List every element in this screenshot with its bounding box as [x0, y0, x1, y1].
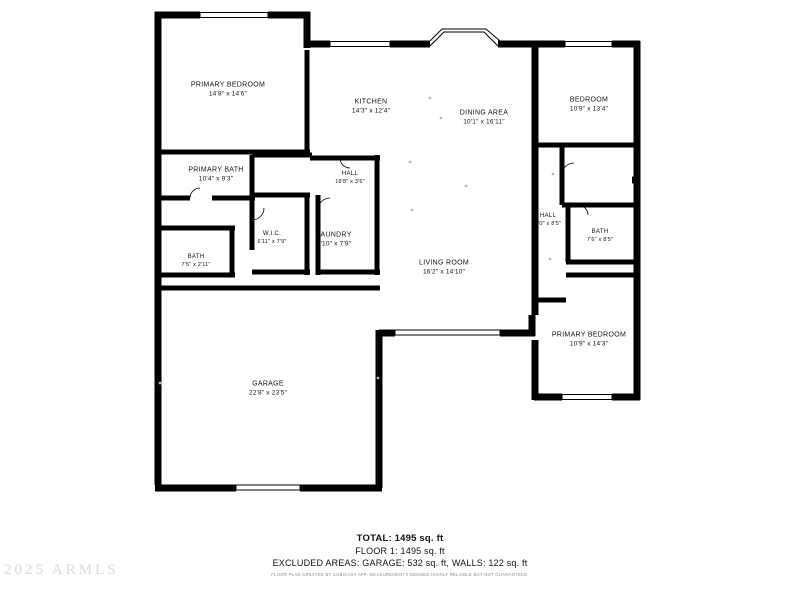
room-dimensions: 22'8" x 23'5"	[248, 389, 288, 397]
room-dimensions: 10'9" x 14'3"	[569, 340, 609, 348]
room-name: BATH	[187, 253, 205, 260]
room-name: LIVING ROOM	[419, 259, 469, 267]
room-dimensions: 7'5" x 2'11"	[181, 261, 211, 268]
floor1-area-text: FLOOR 1: 1495 sq. ft	[355, 546, 445, 556]
room-name: DINING AREA	[459, 109, 509, 117]
room-dimensions: 18'8" x 3'6"	[335, 178, 365, 185]
room-dimensions: 14'8" x 14'6"	[208, 90, 248, 98]
room-dimensions: 3'0" x 8'5"	[534, 220, 562, 227]
room-name: BATH	[591, 228, 609, 235]
room-dimensions: 16'2" x 14'10"	[422, 268, 466, 276]
room-dimensions: 10'9" x 13'4"	[569, 105, 609, 113]
room-dimensions: 14'3" x 12'4"	[351, 107, 391, 115]
room-dimensions: 10'4" x 9'3"	[198, 175, 234, 183]
room-name: KITCHEN	[354, 98, 388, 106]
room-name: PRIMARY BEDROOM	[190, 81, 266, 89]
room-name: W.I.C.	[262, 230, 282, 237]
watermark: 2025 ARMLS	[4, 562, 119, 578]
total-area-text: TOTAL: 1495 sq. ft	[356, 533, 444, 544]
room-name: HALL	[341, 170, 359, 177]
room-dimensions: 7'10" x 7'9"	[316, 240, 352, 248]
room-dimensions: 6'11" x 7'9"	[257, 238, 287, 245]
room-name: GARAGE	[252, 380, 284, 388]
room-name: PRIMARY BATH	[188, 166, 244, 174]
excluded-areas-text: EXCLUDED AREAS: GARAGE: 532 sq. ft, WALLS: 122 sq. ft	[272, 558, 528, 568]
room-dimensions: 7'6" x 8'5"	[586, 236, 614, 243]
disclaimer-text: FLOOR PLAN CREATED BY CUBICASA APP. MEASUREMENTS DEEMED HIGHLY RELIABLE BUT NOT GUARANTEED.	[271, 572, 529, 577]
room-name: BEDROOM	[569, 96, 609, 104]
room-name: HALL	[539, 212, 557, 219]
room-dimensions: 10'1" x 16'11"	[463, 118, 505, 126]
area-summary	[0, 533, 800, 577]
room-name: PRIMARY BEDROOM	[551, 331, 627, 339]
room-name: LAUNDRY	[316, 231, 352, 239]
